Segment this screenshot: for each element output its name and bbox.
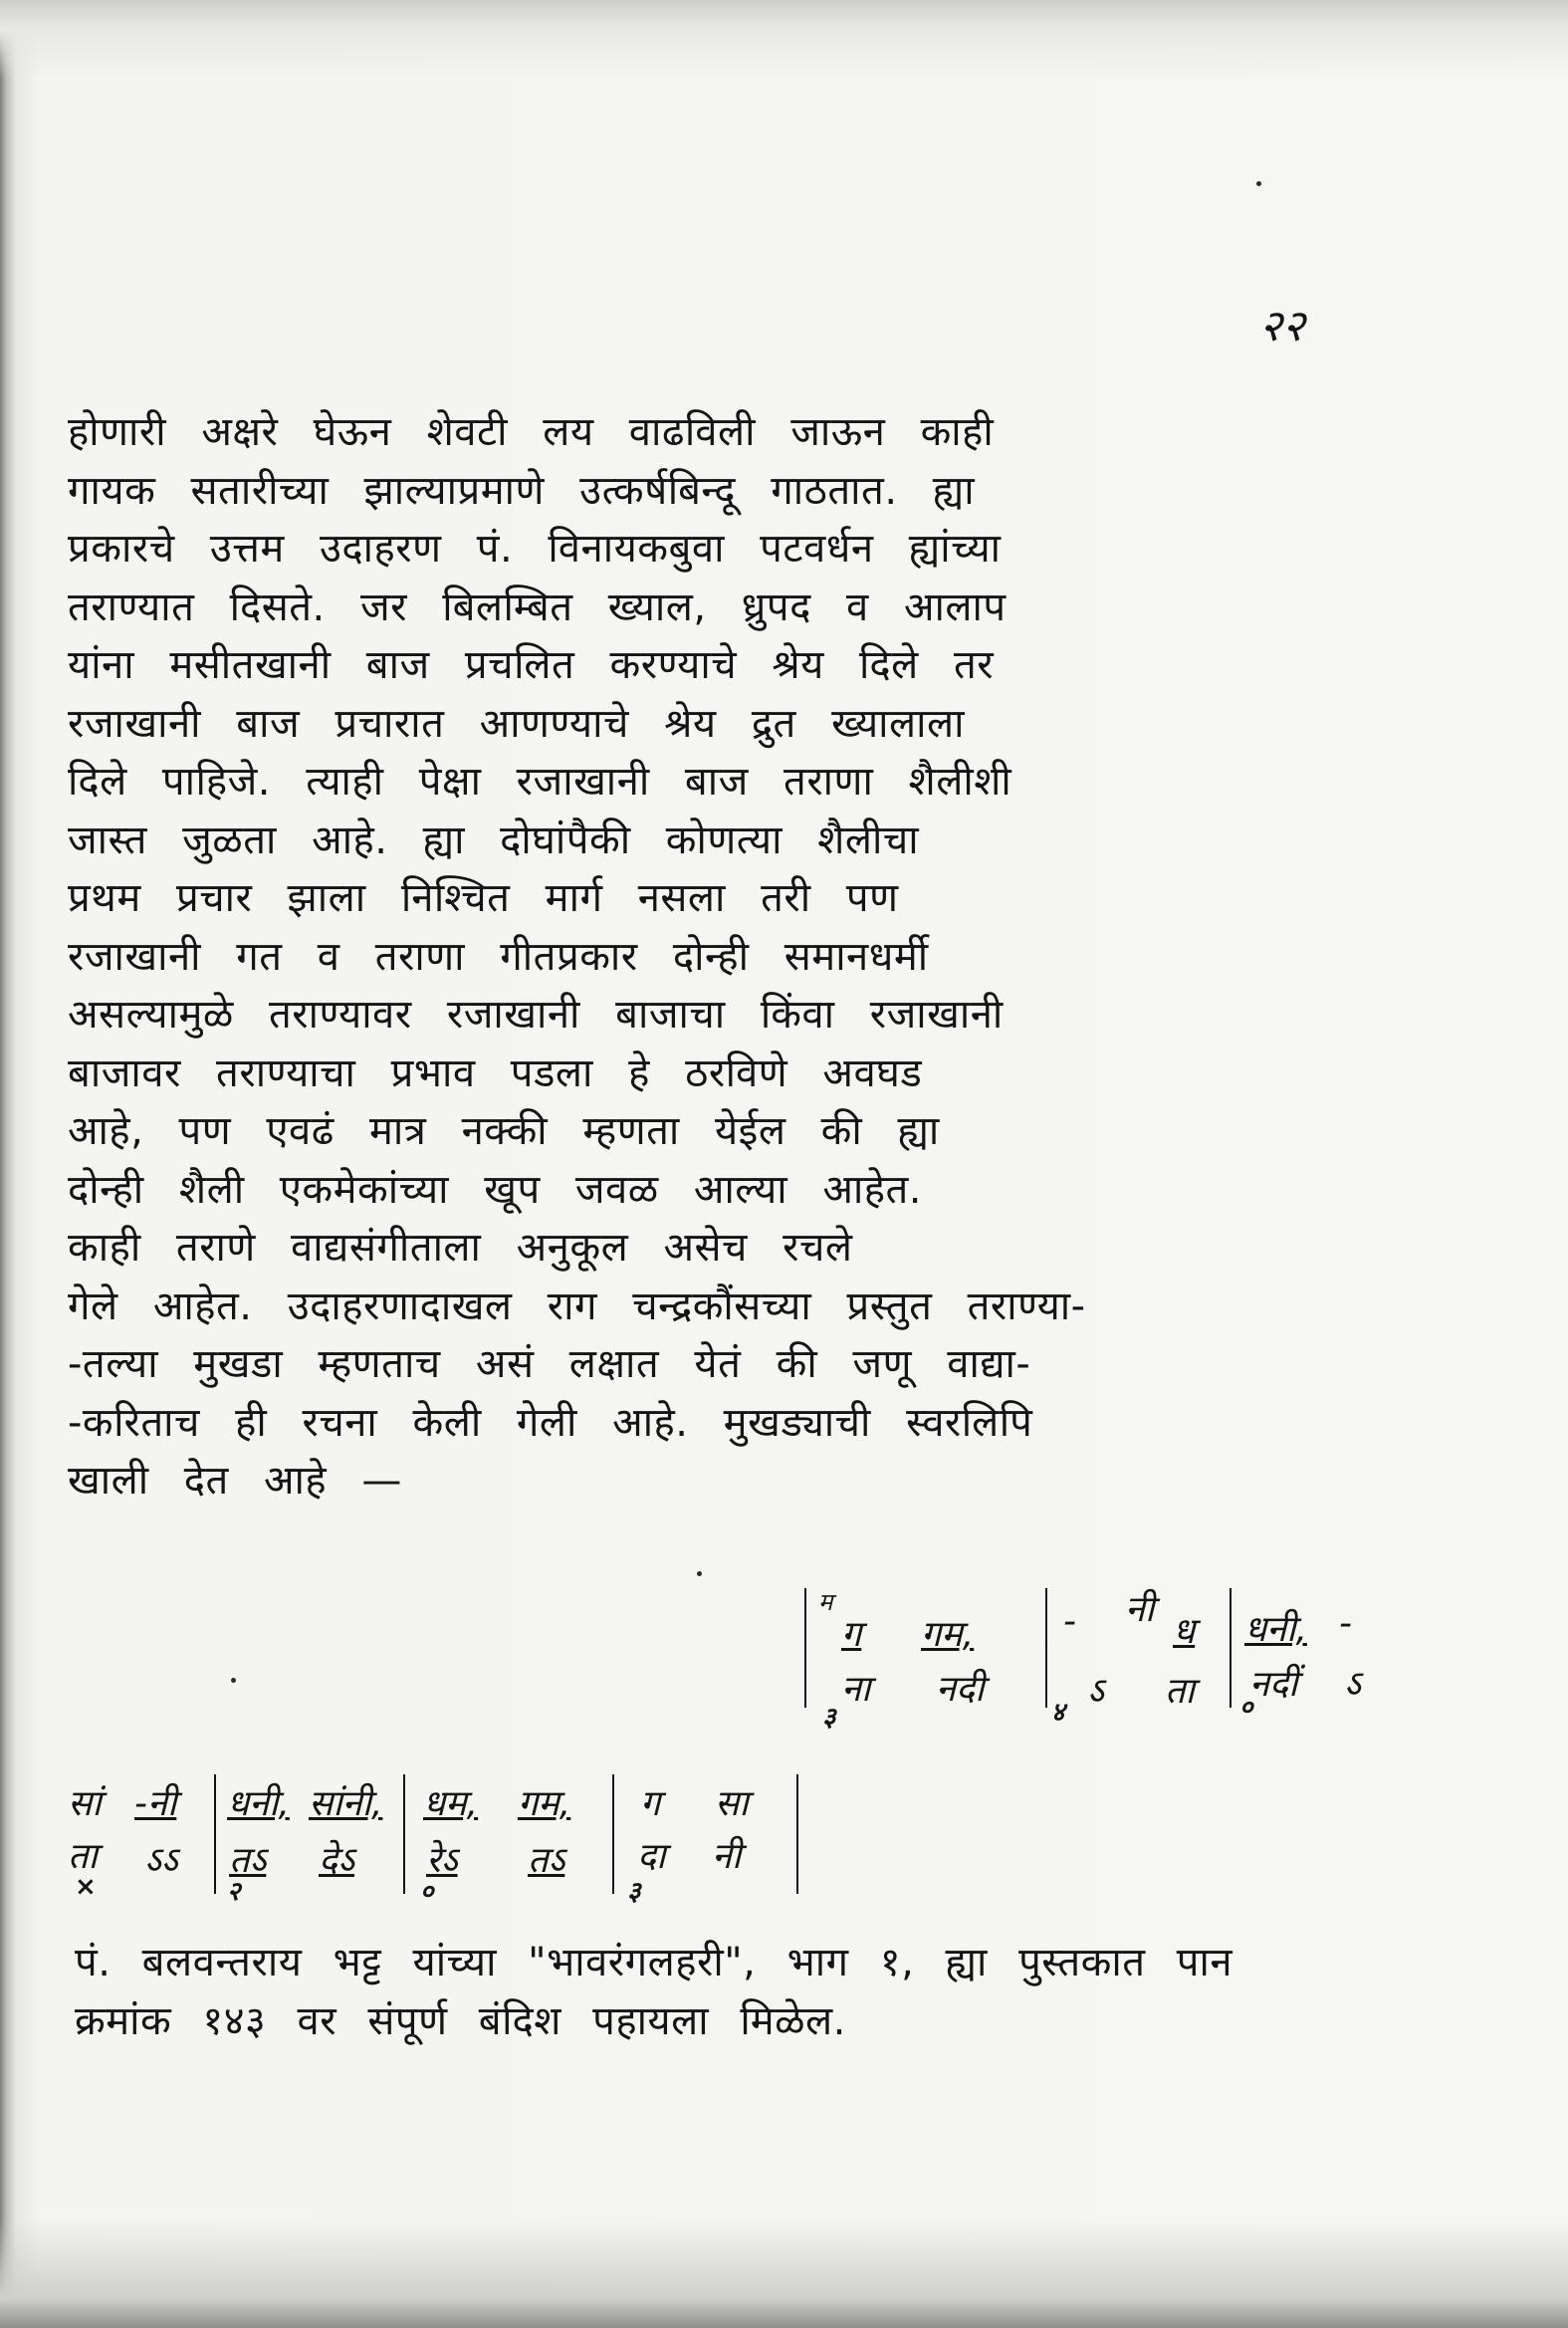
body-line: दोन्ही शैली एकमेकांच्या खूप जवळ आल्या आहेत. — [68, 1166, 922, 1213]
notation-bol: ऽ — [1344, 1664, 1361, 1705]
notation-swar: सांनी, — [309, 1783, 383, 1824]
notation-bol: ऽ — [1087, 1671, 1104, 1712]
notation-bol: ता — [1165, 1671, 1195, 1712]
notation-swar: ग — [841, 1614, 862, 1655]
body-paragraph — [68, 403, 1442, 1511]
scan-speck — [1256, 181, 1261, 186]
notation-barline — [796, 1774, 798, 1894]
body-line: खाली देत आहे — — [68, 1458, 402, 1504]
tala-mark: २ — [227, 1877, 241, 1907]
scan-speck — [697, 1571, 702, 1576]
body-line: असल्यामुळे तराण्यावर रजाखानी बाजाचा किंवा रजाखानी — [68, 992, 1004, 1038]
notation-swar: सां — [68, 1783, 102, 1824]
body-line: यांना मसीतखानी बाज प्रचलित करण्याचे श्रेय दिले तर — [68, 642, 995, 688]
footnote-line: पं. बलवन्तराय भट्ट यांच्या "भावरंगलहरी", भाग १, ह्या पुस्तकात पान — [75, 1940, 1233, 1985]
scan-top-shadow — [0, 0, 1568, 80]
notation-bol: तऽ — [229, 1840, 267, 1881]
page-number: २२ — [1259, 301, 1305, 351]
notation-barline — [1045, 1588, 1047, 1708]
tala-mark: ४ — [1051, 1698, 1065, 1728]
notation-bol: ऽऽ — [144, 1840, 178, 1881]
body-line: गायक सतारीच्या झाल्याप्रमाणे उत्कर्षबिन्दू गाठतात. ह्या — [68, 467, 976, 514]
tala-mark: ० — [420, 1877, 434, 1907]
notation-swar: गम, — [518, 1783, 571, 1824]
notation-swar: ध — [1173, 1611, 1196, 1652]
notation-bol: नदीं — [1249, 1664, 1298, 1705]
notation-bol: नदी — [936, 1669, 985, 1710]
body-line: तराण्यात दिसते. जर बिलम्बित ख्याल, ध्रुपद व आलाप — [68, 583, 1007, 630]
body-line: प्रकारचे उत्तम उदाहरण पं. विनायकबुवा पटवर्धन ह्यांच्या — [68, 526, 1002, 572]
body-line: काही तराणे वाद्यसंगीताला अनुकूल असेच रचले — [68, 1225, 853, 1271]
notation-bol: तऽ — [528, 1840, 565, 1881]
notation-barline — [1230, 1588, 1232, 1708]
body-line: आहे, पण एवढं मात्र नक्की म्हणता येईल की ह्या — [68, 1108, 940, 1154]
body-line: प्रथम प्रचार झाला निश्चित मार्ग नसला तरी पण — [68, 875, 899, 921]
body-line: रजाखानी गत व तराणा गीतप्रकार दोन्ही समानधर्मी — [68, 933, 929, 980]
body-line: -करिताच ही रचना केली गेली आहे. मुखड्याची स्वरलिपि — [68, 1399, 1033, 1446]
notation-swar: - — [1063, 1601, 1076, 1642]
notation-bol: ना — [841, 1669, 871, 1710]
notation-swar: सा — [715, 1783, 749, 1824]
tala-mark: × — [75, 1872, 97, 1902]
notation-swar: नी — [1125, 1589, 1155, 1630]
body-line: होणारी अक्षरे घेऊन शेवटी लय वाढविली जाऊन काही — [68, 409, 995, 455]
tala-mark: ० — [1239, 1693, 1253, 1723]
notation-bol: नी — [712, 1836, 742, 1877]
body-line: जास्त जुळता आहे. ह्या दोघांपैकी कोणत्या शैलीचा — [68, 816, 920, 863]
notation-swar: -नी — [134, 1783, 177, 1824]
body-line: बाजावर तराण्याचा प्रभाव पडला हे ठरविणे अवघड — [68, 1049, 923, 1096]
body-line: -तल्या मुखडा म्हणताच असं लक्षात येतं की जणू वाद्या- — [68, 1341, 1031, 1387]
notation-swar: - — [1339, 1603, 1352, 1644]
body-line: गेले आहेत. उदाहरणादाखल राग चन्द्रकौंसच्या प्रस्तुत तराण्या- — [68, 1282, 1086, 1329]
tala-mark: ३ — [627, 1877, 641, 1907]
footnote-line: क्रमांक १४३ वर संपूर्ण बंदिश पहायला मिळेल. — [75, 1997, 846, 2044]
notation-swar: ग — [640, 1783, 661, 1824]
tala-mark: ३ — [822, 1703, 836, 1733]
footnote — [75, 1934, 1429, 2050]
notation-barline — [403, 1774, 405, 1894]
notation-bol: दा — [637, 1836, 666, 1877]
notation-swar: धनी, — [227, 1783, 290, 1824]
notation-barline — [214, 1774, 216, 1894]
notation-bol: ता — [68, 1836, 98, 1877]
notation-barline — [804, 1588, 806, 1708]
scan-speck — [231, 1678, 236, 1683]
notation-swar: गम, — [921, 1614, 975, 1655]
scan-bottom-shadow — [0, 2218, 1568, 2328]
notation-barline — [612, 1774, 614, 1894]
body-line: रजाखानी बाज प्रचारात आणण्याचे श्रेय द्रुत ख्यालाला — [68, 700, 965, 747]
notation-swar: धनी, — [1244, 1609, 1307, 1650]
notation-bol: रेऽ — [426, 1840, 458, 1881]
notation-swar: धम, — [423, 1783, 479, 1824]
body-line: दिले पाहिजे. त्याही पेक्षा रजाखानी बाज तराणा शैलीशी — [68, 759, 1012, 805]
notation-meend-mark: म — [818, 1588, 833, 1616]
notation-bol: देऽ — [319, 1840, 354, 1881]
